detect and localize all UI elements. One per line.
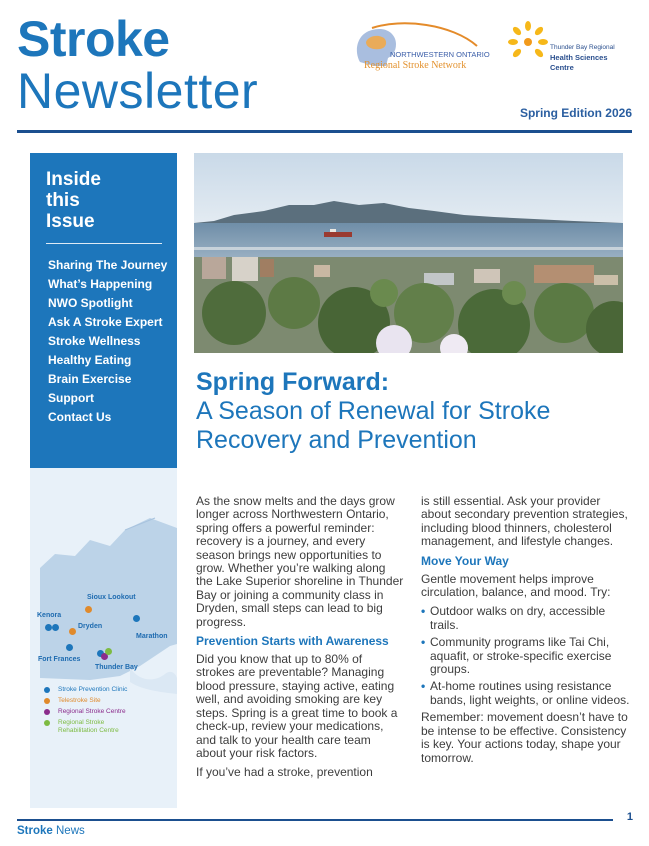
list-item: • Community programs like Tai Chi, aquafit, or stroke-specific exercise groups. xyxy=(421,636,633,676)
section-heading-prevention: Prevention Starts with Awareness xyxy=(196,634,389,649)
map-label-marathon: Marathon xyxy=(136,633,168,640)
masthead-title-light: Newsletter xyxy=(17,63,259,119)
contents-item-stroke-wellness[interactable]: Stroke Wellness xyxy=(48,334,141,348)
thunder-bay-harbour-photo xyxy=(194,153,623,353)
contents-item-ask-a-stroke-expert[interactable]: Ask A Stroke Expert xyxy=(48,315,163,329)
legend-dot xyxy=(44,709,50,715)
page-number: 1 xyxy=(626,811,633,823)
headline-bold: Spring Forward: xyxy=(196,368,390,396)
footer-name-bold: Stroke xyxy=(17,825,53,837)
article-paragraph: As the snow melts and the days grow longer across Northwestern Ontario, spring offers a powerful reminder: recovery is a journey, and every season brings new opportunities to grow. Whether you’re walking along the Lake Superior shoreline in Thunder Bay or joining a community class in Dryden, small steps can lead to big progress. xyxy=(196,494,404,629)
nwo-logo-line2: Regional Stroke Network xyxy=(364,60,467,71)
article-paragraph: Remember: movement doesn’t have to be intense to be effective. Consistency is key. Your actions today, shape your tomorrow. xyxy=(421,710,628,765)
inside-this-issue-panel xyxy=(30,153,177,468)
heading-line: Inside xyxy=(46,169,101,190)
issue-contents-list xyxy=(48,259,174,430)
nwo-stroke-network-logo xyxy=(352,22,492,74)
article-headline xyxy=(196,368,626,455)
movement-tips-list xyxy=(421,605,633,707)
map-marker-kenora-telestroke xyxy=(52,624,59,631)
contents-item-sharing-the-journey[interactable]: Sharing The Journey xyxy=(48,258,168,272)
map-marker-thunder-bay-rehab xyxy=(105,648,112,655)
contents-item-brain-exercise[interactable]: Brain Exercise xyxy=(48,372,132,386)
footer-name-light: News xyxy=(56,825,85,837)
map-marker-dryden xyxy=(69,628,76,635)
legend-dot xyxy=(44,698,50,704)
map-marker-fort-frances xyxy=(66,644,73,651)
map-marker-sioux-lookout xyxy=(85,606,92,613)
edition-label: Spring Edition 2026 xyxy=(519,106,632,120)
tbrhsc-logo xyxy=(508,20,638,72)
legend-label: Regional Stroke Rehabilitation Centre xyxy=(58,719,119,734)
tbrhsc-line3: Centre xyxy=(550,63,574,72)
heading-line: this xyxy=(46,190,80,211)
regional-map xyxy=(30,468,177,808)
map-marker-kenora-clinic xyxy=(45,624,52,631)
contents-item-healthy-eating[interactable]: Healthy Eating xyxy=(48,353,132,367)
map-label-sioux-lookout: Sioux Lookout xyxy=(87,594,136,601)
legend-label: Telestroke Site xyxy=(58,697,101,704)
map-label-dryden: Dryden xyxy=(78,623,103,630)
footer-divider xyxy=(17,819,613,821)
map-label-kenora: Kenora xyxy=(37,612,62,619)
sunburst-icon xyxy=(508,20,548,64)
map-label-fort-frances: Fort Frances xyxy=(38,656,81,663)
map-label-thunder-bay: Thunder Bay xyxy=(95,664,138,671)
footer-newsletter-name xyxy=(17,825,85,837)
article-column-1 xyxy=(196,495,404,786)
map-marker-marathon xyxy=(133,615,140,622)
sidebar-divider xyxy=(46,243,162,244)
article-paragraph: Gentle movement helps improve circulation, balance, and mood. Try: xyxy=(421,571,611,600)
harbour-landscape-image xyxy=(194,153,623,353)
article-paragraph: Did you know that up to 80% of strokes are preventable? Managing blood pressure, staying active, eating well, and avoiding smoking are key steps. Spring is a great time to book a check-up, review your medications, and talk to your health care team about your risk factors. xyxy=(196,652,398,760)
list-item: • Outdoor walks on dry, accessible trails. xyxy=(421,605,633,632)
nwo-logo-line1: NORTHWESTERN ONTARIO xyxy=(390,50,490,59)
inside-this-issue-heading xyxy=(46,169,101,232)
article-paragraph: is still essential. Ask your provider about secondary prevention strategies, including blood thinners, cholesterol management, and lifestyle changes. xyxy=(421,494,628,549)
list-item: • At-home routines using resistance bands, light weights, or online videos. xyxy=(421,680,633,707)
legend-dot xyxy=(44,687,50,693)
legend-dot xyxy=(44,720,50,726)
header-divider xyxy=(17,130,632,133)
legend-label: Stroke Prevention Clinic xyxy=(58,686,128,693)
contents-item-support[interactable]: Support xyxy=(48,391,94,405)
section-heading-move-your-way: Move Your Way xyxy=(421,553,509,568)
tbrhsc-line2: Health Sciences xyxy=(550,53,608,62)
headline-subtitle: A Season of Renewal for Stroke Recovery and Prevention xyxy=(196,397,551,454)
heading-line: Issue xyxy=(46,211,95,232)
legend-label: Regional Stroke Centre xyxy=(58,708,126,715)
contents-item-whats-happening[interactable]: What’s Happening xyxy=(48,277,153,291)
contents-item-nwo-spotlight[interactable]: NWO Spotlight xyxy=(48,296,133,310)
article-column-2 xyxy=(421,495,633,771)
masthead-title-bold: Stroke xyxy=(17,11,170,67)
tbrhsc-line1: Thunder Bay Regional xyxy=(550,44,615,51)
article-paragraph: If you’ve had a stroke, prevention xyxy=(196,765,373,780)
contents-item-contact-us[interactable]: Contact Us xyxy=(48,410,112,424)
